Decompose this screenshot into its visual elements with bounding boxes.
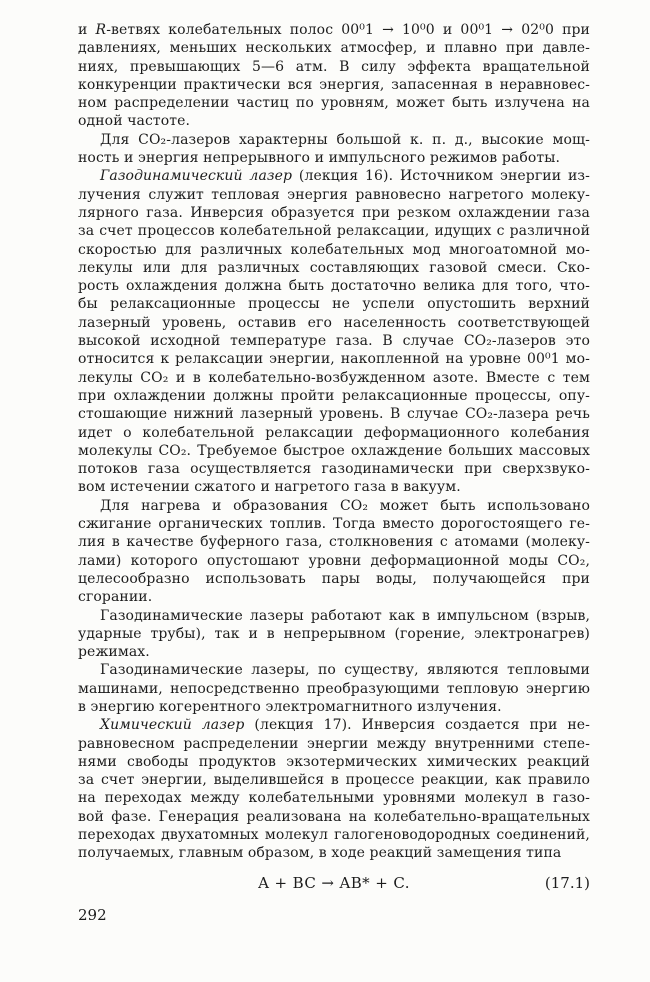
italic-text: R [95, 22, 107, 38]
text-line: целесообразно использовать пары воды, получающейся при [78, 570, 590, 587]
text-line: равновесном распределении энергии между внутренними степе- [78, 735, 590, 752]
text-line: за счет энергии, выделившейся в процессе реакции, как правило [78, 772, 590, 789]
text-line: получаемых, главным образом, в ходе реакций замещения типа [78, 845, 562, 862]
text-line: Газодинамические лазеры работают как в импульсном (взрыв, [100, 607, 590, 624]
paragraph [78, 607, 590, 662]
text-line: одной частоте. [78, 113, 191, 130]
text-segment: и [78, 22, 96, 38]
text-line: бы релаксационные процессы не успели опустошить верхний [78, 296, 590, 313]
text-line: лучения служит тепловая энергия равновесно нагретого молеку- [78, 186, 590, 203]
text-line: лазерный уровень, оставив его населенность соответствующей [78, 314, 590, 331]
text-line: ниях, превышающих 5—6 атм. В силу эффекта вращательной [78, 58, 590, 75]
text-line: конкуренции практически вся энергия, запасенная в неравновес- [78, 76, 590, 93]
text-line: при охлаждении должны пройти релаксационные процессы, опу- [78, 387, 590, 404]
paragraph [78, 167, 590, 496]
text-line: режимах. [78, 644, 150, 661]
text-line: сжигание органических топлив. Тогда вместо дорогостоящего ге- [78, 516, 590, 533]
text-line: Для CO₂-лазеров характерны большой к. п. д., высокие мощ- [100, 131, 590, 148]
text-line: идет о колебательной релаксации деформационного колебания [78, 424, 590, 441]
equation-formula: A + BC → AB* + C. [258, 873, 410, 892]
paragraph [78, 131, 590, 168]
paragraph [78, 21, 590, 131]
text-segment: -ветвях колебательных полос 00⁰1 → 10⁰0 и 00⁰1 → 02⁰0 при [106, 22, 590, 38]
text-line [78, 167, 590, 185]
text-line: за счет процессов колебательной релаксации, идущих с различной [78, 223, 590, 240]
text-block [78, 21, 590, 863]
text-line: стошающие нижний лазерный уровень. В случае CO₂-лазера речь [78, 406, 590, 423]
text-line: рость охлаждения должна быть достаточно велика для того, что- [78, 278, 590, 295]
text-line: сгорании. [78, 589, 153, 606]
paragraph [78, 661, 590, 716]
text-segment: (лекция 16). Источником энергии из- [292, 168, 590, 185]
text-line [78, 21, 590, 39]
page-number: 292 [78, 905, 107, 924]
text-line: в энергию когерентного электромагнитного излучения. [78, 698, 502, 715]
text-line: переходах двухатомных молекул галогеноводородных соединений, [78, 827, 590, 844]
text-line: лекулы CO₂ и в колебательно-возбужденном азоте. Вместе с тем [78, 369, 590, 386]
text-line: лами) которого опустошают уровни деформационной моды CO₂, [78, 552, 590, 569]
text-line: Для нагрева и образования CO₂ может быть использовано [100, 497, 590, 514]
italic-text: Газодинамический лазер [100, 168, 293, 185]
text-line: скоростью для различных колебательных мод многоатомной мо- [78, 241, 590, 258]
paragraph [78, 497, 590, 607]
paragraph [78, 716, 590, 862]
text-line: вом истечении сжатого и нагретого газа в вакуум. [78, 479, 461, 496]
text-line: давлениях, меньших нескольких атмосфер, и плавно при давле- [78, 40, 590, 57]
text-line: на переходах между колебательными уровнями молекул в газо- [78, 790, 590, 807]
text-line: относится к релаксации энергии, накопленной на уровне 00⁰1 мо- [78, 351, 590, 368]
text-line: потоков газа осуществляется газодинамически при сверхзвуко- [78, 461, 590, 478]
text-line: лярного газа. Инверсия образуется при резком охлаждении газа [78, 204, 590, 221]
equation-number: (17.1) [544, 873, 590, 892]
text-line: ударные трубы), так и в непрерывном (горение, электронагрев) [78, 625, 590, 642]
text-line: ном распределении частиц по уровням, может быть излучена на [78, 95, 590, 112]
text-line: молекулы CO₂. Требуемое быстрое охлаждение больших массовых [78, 442, 590, 459]
text-line: вой фазе. Генерация реализована на колебательно-вращательных [78, 808, 590, 825]
text-line: высокой исходной температуре газа. В случае CO₂-лазеров это [78, 333, 590, 350]
text-line: лия в качестве буферного газа, столкновения с атомами (молеку- [78, 534, 590, 551]
text-line: машинами, непосредственно преобразующими тепловую энергию [78, 680, 590, 697]
italic-text: Химический лазер [100, 717, 245, 734]
equation [78, 874, 590, 893]
text-line: нями свободы продуктов экзотермических химических реакций [78, 753, 590, 770]
text-segment: (лекция 17). Инверсия создается при не- [244, 717, 591, 734]
text-line: лекулы или для различных составляющих газовой смеси. Ско- [78, 259, 590, 276]
text-line [78, 716, 590, 734]
text-line: Газодинамические лазеры, по существу, являются тепловыми [100, 662, 590, 679]
text-line: ность и энергия непрерывного и импульсного режимов работы. [78, 150, 561, 167]
